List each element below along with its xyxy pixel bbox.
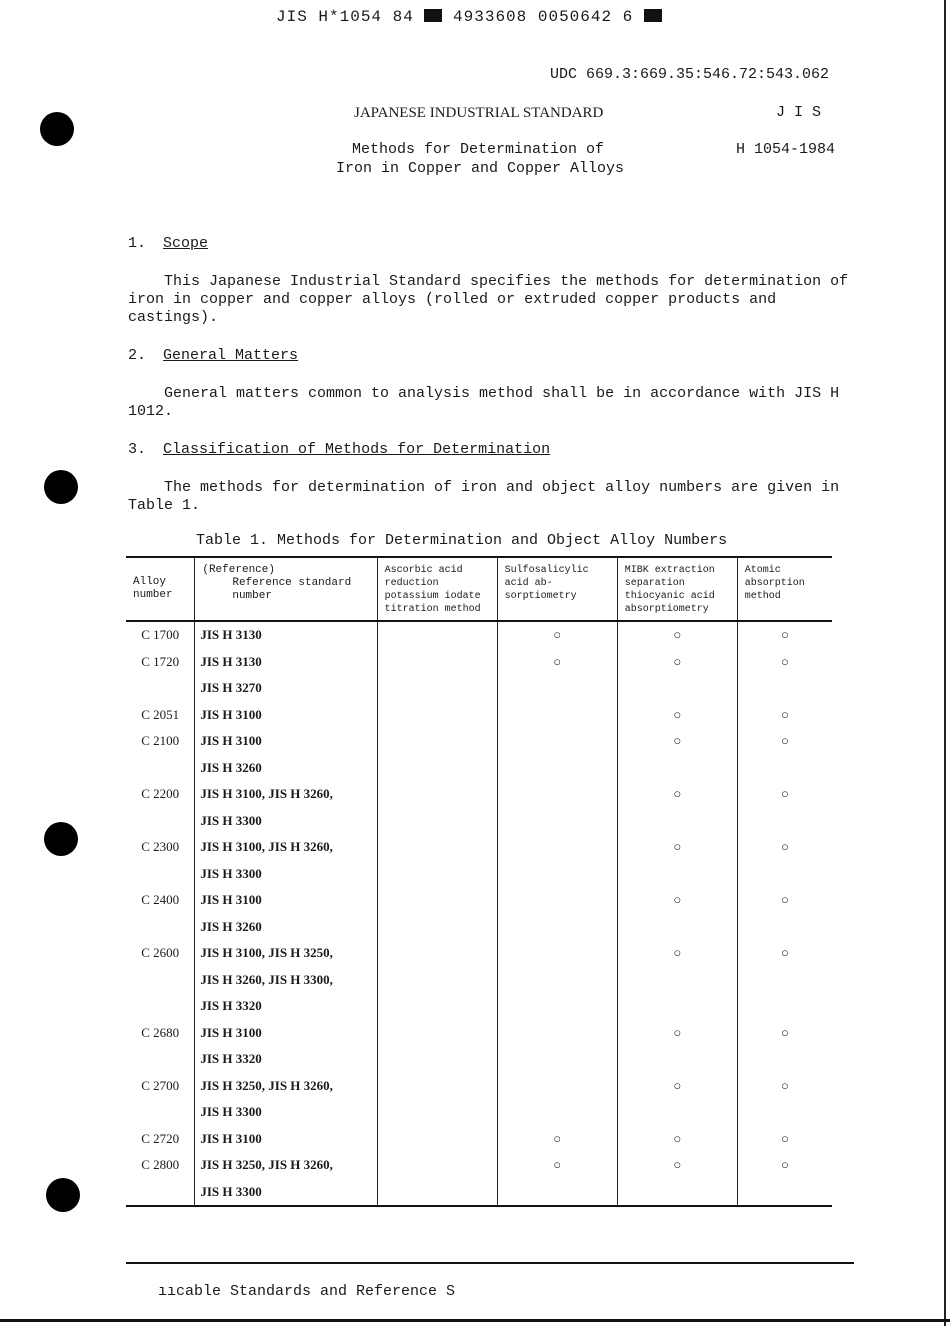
method-ascorbic-cell: [377, 967, 497, 994]
page-edge-bottom: [0, 1319, 950, 1322]
reference-standard-cell: JIS H 3300: [195, 1179, 377, 1207]
redaction-block: [424, 9, 442, 22]
table-row: [126, 993, 832, 1020]
alloy-number-cell: C 2200: [141, 786, 180, 802]
reference-standard-cell: JIS H 3100: [195, 887, 377, 914]
redaction-block: [644, 9, 662, 22]
reference-label: Reference standard number: [232, 577, 352, 602]
method-atomic-cell: [737, 808, 832, 835]
method-sulfosalicylic-cell: ○: [497, 621, 617, 649]
reference-standard-cell: JIS H 3300: [195, 1099, 377, 1126]
method-sulfosalicylic-cell: [497, 914, 617, 941]
method-sulfosalicylic-cell: [497, 967, 617, 994]
reference-standard-cell: JIS H 3100, JIS H 3260,: [195, 834, 377, 861]
method-mibk-cell: ○: [617, 1126, 737, 1153]
table-row: [126, 834, 832, 861]
method-sulfosalicylic-cell: [497, 1020, 617, 1047]
doc-number: H 1054-1984: [736, 141, 836, 158]
section-3-body: The methods for determination of iron and object alloy numbers are given in Table 1.: [128, 479, 840, 514]
alloy-number-cell: C 1720: [141, 653, 180, 669]
method-ascorbic-cell: [377, 702, 497, 729]
table-row: [126, 887, 832, 914]
method-sulfosalicylic-cell: [497, 781, 617, 808]
reference-standard-cell: JIS H 3250, JIS H 3260,: [195, 1152, 377, 1179]
section-title: Scope: [163, 235, 209, 252]
reference-standard-cell: JIS H 3260: [195, 914, 377, 941]
method-ascorbic-cell: [377, 808, 497, 835]
method-mibk-cell: [617, 755, 737, 782]
punch-hole: [40, 112, 74, 146]
reference-standard-cell: JIS H 3100, JIS H 3260,: [195, 781, 377, 808]
col-method-ascorbic: Ascorbic acid reduction potassium iodate titration method: [377, 557, 497, 621]
section-1-body: This Japanese Industrial Standard specifies the methods for determination of iron in copper and copper alloys (rolled or extruded copper products and castings).: [128, 273, 849, 326]
alloy-number-cell: [126, 808, 195, 835]
methods-table: [126, 556, 832, 1207]
reference-standard-cell: JIS H 3270: [195, 675, 377, 702]
table-row: [126, 675, 832, 702]
method-ascorbic-cell: [377, 1073, 497, 1100]
alloy-number-cell: C 2600: [141, 945, 180, 961]
method-mibk-cell: ○: [617, 887, 737, 914]
table-row: [126, 728, 832, 755]
reference-standard-cell: JIS H 3100: [195, 728, 377, 755]
reference-standard-cell: JIS H 3300: [195, 808, 377, 835]
method-ascorbic-cell: [377, 1126, 497, 1153]
method-atomic-cell: [737, 1179, 832, 1207]
table-row: [126, 1046, 832, 1073]
method-ascorbic-cell: [377, 1179, 497, 1207]
method-atomic-cell: [737, 1099, 832, 1126]
method-ascorbic-cell: [377, 755, 497, 782]
reference-standard-cell: JIS H 3300: [195, 861, 377, 888]
alloy-number-cell: [126, 755, 195, 782]
table-row: [126, 781, 832, 808]
table-row: [126, 755, 832, 782]
method-atomic-cell: ○: [737, 781, 832, 808]
section-2-heading: [128, 347, 298, 365]
reference-standard-cell: JIS H 3100, JIS H 3250,: [195, 940, 377, 967]
table-row: [126, 1126, 832, 1153]
col-alloy-number: Alloy number: [126, 557, 195, 621]
method-ascorbic-cell: [377, 1020, 497, 1047]
section-number: 3.: [128, 441, 147, 458]
punch-hole: [46, 1178, 80, 1212]
method-atomic-cell: ○: [737, 1020, 832, 1047]
section-number: 1.: [128, 235, 147, 252]
col-method-atomic: Atomic absorption method: [737, 557, 832, 621]
method-atomic-cell: ○: [737, 621, 832, 649]
alloy-number-cell: [126, 914, 195, 941]
alloy-number-cell: [126, 1179, 195, 1207]
method-sulfosalicylic-cell: ○: [497, 1152, 617, 1179]
method-sulfosalicylic-cell: [497, 808, 617, 835]
alloy-number-cell: [126, 675, 195, 702]
footer-rule: [126, 1262, 854, 1264]
method-atomic-cell: ○: [737, 728, 832, 755]
header-code: [276, 8, 662, 26]
method-mibk-cell: [617, 993, 737, 1020]
reference-standard-cell: JIS H 3100: [195, 1126, 377, 1153]
section-1-heading: [128, 235, 208, 253]
reference-standard-cell: JIS H 3320: [195, 993, 377, 1020]
method-mibk-cell: ○: [617, 728, 737, 755]
method-sulfosalicylic-cell: [497, 728, 617, 755]
table-row: [126, 1073, 832, 1100]
standard-title: JAPANESE INDUSTRIAL STANDARD: [354, 105, 604, 121]
method-atomic-cell: ○: [737, 1152, 832, 1179]
reference-standard-cell: JIS H 3260, JIS H 3300,: [195, 967, 377, 994]
reference-note: (Reference): [202, 564, 275, 576]
method-atomic-cell: ○: [737, 834, 832, 861]
table-row: [126, 1179, 832, 1207]
table-row: [126, 1152, 832, 1179]
method-mibk-cell: [617, 1179, 737, 1207]
reference-standard-cell: JIS H 3100: [195, 702, 377, 729]
table-row: [126, 808, 832, 835]
method-atomic-cell: [737, 967, 832, 994]
alloy-number-cell: C 2720: [141, 1130, 180, 1146]
method-mibk-cell: [617, 808, 737, 835]
method-sulfosalicylic-cell: [497, 702, 617, 729]
method-mibk-cell: [617, 1046, 737, 1073]
method-atomic-cell: ○: [737, 649, 832, 676]
method-ascorbic-cell: [377, 621, 497, 649]
method-sulfosalicylic-cell: ○: [497, 1126, 617, 1153]
method-sulfosalicylic-cell: [497, 755, 617, 782]
doc-title-line2: Iron in Copper and Copper Alloys: [336, 160, 625, 177]
alloy-number-cell: C 2100: [141, 733, 180, 749]
table-row: [126, 1099, 832, 1126]
table-body: [126, 621, 832, 1206]
udc-number: UDC 669.3:669.35:546.72:543.062: [550, 66, 830, 83]
reference-standard-cell: JIS H 3100: [195, 1020, 377, 1047]
alloy-number-cell: C 2700: [141, 1077, 180, 1093]
method-sulfosalicylic-cell: [497, 834, 617, 861]
doc-title-line1: Methods for Determination of: [352, 141, 605, 158]
method-mibk-cell: ○: [617, 621, 737, 649]
section-2-body: General matters common to analysis method shall be in accordance with JIS H 1012.: [128, 385, 840, 420]
reference-standard-cell: JIS H 3130: [195, 649, 377, 676]
table-row: [126, 702, 832, 729]
section-title: General Matters: [163, 347, 299, 364]
alloy-number-cell: C 2051: [141, 706, 180, 722]
method-atomic-cell: ○: [737, 887, 832, 914]
method-mibk-cell: ○: [617, 649, 737, 676]
reference-standard-cell: JIS H 3130: [195, 621, 377, 649]
method-mibk-cell: [617, 914, 737, 941]
method-mibk-cell: ○: [617, 834, 737, 861]
method-sulfosalicylic-cell: [497, 1073, 617, 1100]
method-atomic-cell: [737, 861, 832, 888]
method-atomic-cell: [737, 755, 832, 782]
method-atomic-cell: [737, 914, 832, 941]
method-mibk-cell: [617, 1099, 737, 1126]
method-mibk-cell: [617, 967, 737, 994]
header-code-middle: 4933608 0050642 6: [453, 8, 634, 26]
method-mibk-cell: ○: [617, 702, 737, 729]
alloy-number-cell: C 2400: [141, 892, 180, 908]
alloy-number-cell: [126, 993, 195, 1020]
col-method-sulfosalicylic: Sulfosalicylic acid ab- sorptiometry: [497, 557, 617, 621]
jis-mark: J I S: [776, 104, 822, 121]
method-atomic-cell: ○: [737, 940, 832, 967]
method-atomic-cell: ○: [737, 1126, 832, 1153]
method-ascorbic-cell: [377, 914, 497, 941]
method-ascorbic-cell: [377, 675, 497, 702]
footer-text: ııcable Standards and Reference S: [158, 1283, 456, 1300]
section-3-heading: [128, 441, 550, 459]
method-sulfosalicylic-cell: [497, 861, 617, 888]
method-ascorbic-cell: [377, 1099, 497, 1126]
section-title: Classification of Methods for Determination: [163, 441, 551, 458]
method-ascorbic-cell: [377, 1046, 497, 1073]
table-row: [126, 940, 832, 967]
method-ascorbic-cell: [377, 649, 497, 676]
method-ascorbic-cell: [377, 861, 497, 888]
method-atomic-cell: [737, 993, 832, 1020]
alloy-number-cell: [126, 1046, 195, 1073]
col-method-mibk: MIBK extraction separation thiocyanic acid absorptiometry: [617, 557, 737, 621]
method-sulfosalicylic-cell: ○: [497, 649, 617, 676]
method-atomic-cell: [737, 675, 832, 702]
alloy-number-cell: C 2680: [141, 1024, 180, 1040]
section-number: 2.: [128, 347, 147, 364]
alloy-number-cell: C 2300: [141, 839, 180, 855]
method-sulfosalicylic-cell: [497, 675, 617, 702]
method-mibk-cell: ○: [617, 1152, 737, 1179]
method-ascorbic-cell: [377, 781, 497, 808]
method-sulfosalicylic-cell: [497, 1099, 617, 1126]
method-sulfosalicylic-cell: [497, 1179, 617, 1207]
header-code-left: JIS H*1054 84: [276, 8, 414, 26]
alloy-number-cell: [126, 967, 195, 994]
reference-standard-cell: JIS H 3320: [195, 1046, 377, 1073]
method-sulfosalicylic-cell: [497, 887, 617, 914]
punch-hole: [44, 470, 78, 504]
alloy-number-cell: [126, 861, 195, 888]
method-ascorbic-cell: [377, 993, 497, 1020]
table-header-row: [126, 557, 832, 621]
method-mibk-cell: ○: [617, 940, 737, 967]
method-atomic-cell: [737, 1046, 832, 1073]
method-sulfosalicylic-cell: [497, 1046, 617, 1073]
method-sulfosalicylic-cell: [497, 993, 617, 1020]
table-row: [126, 1020, 832, 1047]
table-row: [126, 861, 832, 888]
table-row: [126, 621, 832, 649]
table-row: [126, 967, 832, 994]
method-ascorbic-cell: [377, 728, 497, 755]
method-ascorbic-cell: [377, 834, 497, 861]
table-caption: Table 1. Methods for Determination and Object Alloy Numbers: [196, 532, 728, 549]
alloy-number-cell: C 2800: [141, 1157, 180, 1173]
method-mibk-cell: [617, 675, 737, 702]
method-sulfosalicylic-cell: [497, 940, 617, 967]
punch-hole: [44, 822, 78, 856]
method-mibk-cell: ○: [617, 781, 737, 808]
method-atomic-cell: ○: [737, 1073, 832, 1100]
reference-standard-cell: JIS H 3250, JIS H 3260,: [195, 1073, 377, 1100]
alloy-number-cell: [126, 1099, 195, 1126]
method-ascorbic-cell: [377, 1152, 497, 1179]
col-reference: [195, 557, 377, 621]
table-row: [126, 914, 832, 941]
page-edge-right: [944, 0, 946, 1326]
table-row: [126, 649, 832, 676]
alloy-number-cell: C 1700: [141, 627, 180, 643]
method-mibk-cell: ○: [617, 1020, 737, 1047]
method-ascorbic-cell: [377, 940, 497, 967]
method-ascorbic-cell: [377, 887, 497, 914]
method-mibk-cell: [617, 861, 737, 888]
method-mibk-cell: ○: [617, 1073, 737, 1100]
method-atomic-cell: ○: [737, 702, 832, 729]
reference-standard-cell: JIS H 3260: [195, 755, 377, 782]
